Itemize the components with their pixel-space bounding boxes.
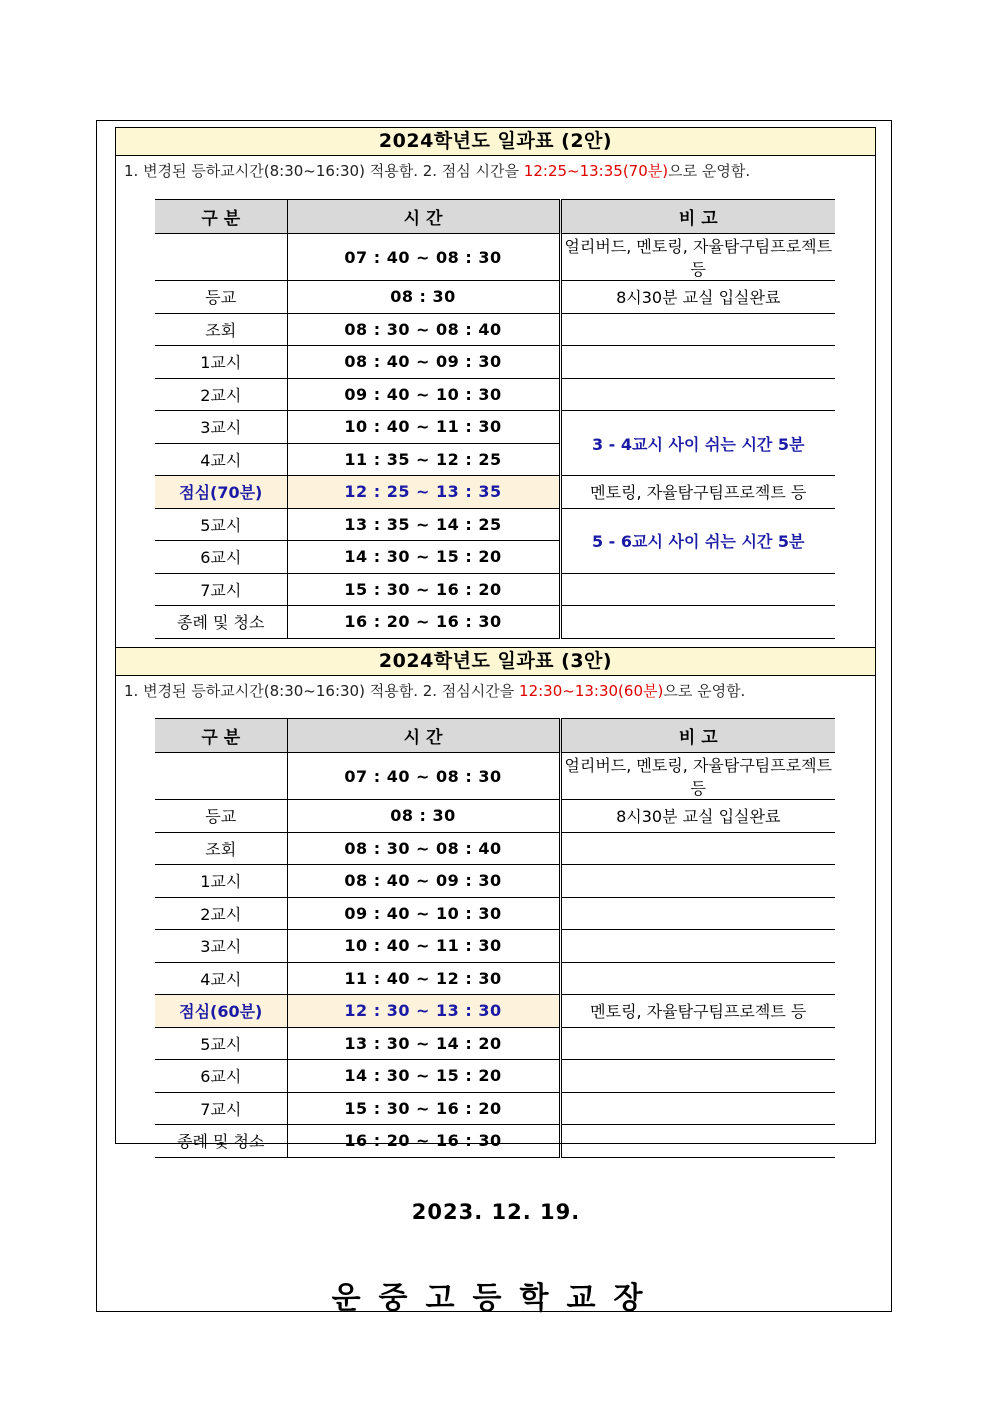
row-time: 10 : 40 ~ 11 : 30 <box>287 930 560 963</box>
row-category <box>155 234 287 281</box>
lunch-time-highlight: 12:30~13:30(60분) <box>519 682 664 700</box>
row-time: 12 : 25 ~ 13 : 35 <box>287 476 560 509</box>
row-category: 점심(70분) <box>155 476 287 509</box>
row-time: 07 : 40 ~ 08 : 30 <box>287 234 560 281</box>
table-header-row <box>155 719 835 753</box>
table-row <box>155 234 835 281</box>
header-time: 시 간 <box>287 200 560 234</box>
row-note-break: 5 - 6교시 사이 쉬는 시간 5분 <box>560 508 835 573</box>
row-category: 종례 및 청소 <box>155 1125 287 1158</box>
row-category: 7교시 <box>155 1092 287 1125</box>
row-category: 6교시 <box>155 1060 287 1093</box>
row-note: 멘토링, 자율탐구팀프로젝트 등 <box>560 476 835 509</box>
row-note: 얼리버드, 멘토링, 자율탐구팀프로젝트 등 <box>560 753 835 800</box>
row-note <box>560 832 835 865</box>
row-category: 조회 <box>155 313 287 346</box>
table-row <box>155 346 835 379</box>
table-row <box>155 930 835 963</box>
table-row <box>155 800 835 833</box>
row-time: 08 : 30 <box>287 281 560 314</box>
row-time: 08 : 40 ~ 09 : 30 <box>287 865 560 898</box>
school-principal-signature: 운중고등학교장 <box>331 1281 661 1316</box>
row-time: 08 : 30 ~ 08 : 40 <box>287 832 560 865</box>
table-row <box>155 1125 835 1158</box>
row-note <box>560 897 835 930</box>
row-category: 점심(60분) <box>155 995 287 1028</box>
row-category: 3교시 <box>155 411 287 444</box>
row-note <box>560 313 835 346</box>
row-category: 3교시 <box>155 930 287 963</box>
header-category: 구 분 <box>155 200 287 234</box>
row-category: 등교 <box>155 800 287 833</box>
header-note: 비 고 <box>560 200 835 234</box>
row-category: 조회 <box>155 832 287 865</box>
row-time: 09 : 40 ~ 10 : 30 <box>287 897 560 930</box>
row-category: 2교시 <box>155 378 287 411</box>
table-row <box>155 606 835 639</box>
note-text-end: 으로 운영함. <box>668 162 751 180</box>
row-note <box>560 346 835 379</box>
schedule-section-plan2 <box>115 127 876 648</box>
row-note <box>560 962 835 995</box>
table-row-lunch <box>155 995 835 1028</box>
row-note <box>560 1027 835 1060</box>
row-note: 8시30분 교실 입실완료 <box>560 281 835 314</box>
section-note <box>116 156 875 186</box>
row-note <box>560 1092 835 1125</box>
header-category: 구 분 <box>155 719 287 753</box>
row-note: 얼리버드, 멘토링, 자율탐구팀프로젝트 등 <box>560 234 835 281</box>
section-note <box>116 676 875 706</box>
schedule-section-plan3 <box>115 647 876 1152</box>
table-row <box>155 378 835 411</box>
row-note: 8시30분 교실 입실완료 <box>560 800 835 833</box>
table-row <box>155 897 835 930</box>
row-note-break: 3 - 4교시 사이 쉬는 시간 5분 <box>560 411 835 476</box>
row-category <box>155 753 287 800</box>
table-row <box>155 281 835 314</box>
row-category: 1교시 <box>155 346 287 379</box>
row-time: 12 : 30 ~ 13 : 30 <box>287 995 560 1028</box>
header-time: 시 간 <box>287 719 560 753</box>
row-category: 5교시 <box>155 508 287 541</box>
table-row <box>155 411 835 444</box>
row-time: 13 : 30 ~ 14 : 20 <box>287 1027 560 1060</box>
note-text: 1. 변경된 등하교시간(8:30~16:30) 적용함. 2. 점심 시간을 <box>124 162 524 180</box>
table-row <box>155 962 835 995</box>
row-time: 15 : 30 ~ 16 : 20 <box>287 1092 560 1125</box>
row-note <box>560 930 835 963</box>
row-category: 7교시 <box>155 573 287 606</box>
header-note: 비 고 <box>560 719 835 753</box>
row-time: 10 : 40 ~ 11 : 30 <box>287 411 560 444</box>
table-row <box>155 1092 835 1125</box>
document-date: 2023. 12. 19. <box>411 1200 581 1224</box>
row-note <box>560 865 835 898</box>
table-row <box>155 1060 835 1093</box>
row-time: 11 : 40 ~ 12 : 30 <box>287 962 560 995</box>
row-category: 4교시 <box>155 962 287 995</box>
row-category: 6교시 <box>155 541 287 574</box>
row-note <box>560 378 835 411</box>
row-time: 09 : 40 ~ 10 : 30 <box>287 378 560 411</box>
row-note <box>560 606 835 639</box>
table-row <box>155 832 835 865</box>
row-time: 16 : 20 ~ 16 : 30 <box>287 1125 560 1158</box>
row-time: 15 : 30 ~ 16 : 20 <box>287 573 560 606</box>
lunch-time-highlight: 12:25~13:35(70분) <box>523 162 669 180</box>
row-time: 14 : 30 ~ 15 : 20 <box>287 1060 560 1093</box>
row-category: 등교 <box>155 281 287 314</box>
schedule-table <box>155 718 835 1158</box>
row-note <box>560 1060 835 1093</box>
row-time: 11 : 35 ~ 12 : 25 <box>287 443 560 476</box>
note-text: 1. 변경된 등하교시간(8:30~16:30) 적용함. 2. 점심시간을 <box>124 682 520 700</box>
table-header-row <box>155 200 835 234</box>
section-title: 2024학년도 일과표 (2안) <box>116 128 875 156</box>
row-category: 1교시 <box>155 865 287 898</box>
row-time: 14 : 30 ~ 15 : 20 <box>287 541 560 574</box>
row-time: 08 : 30 <box>287 800 560 833</box>
row-time: 13 : 35 ~ 14 : 25 <box>287 508 560 541</box>
row-category: 2교시 <box>155 897 287 930</box>
table-row <box>155 753 835 800</box>
table-row <box>155 1027 835 1060</box>
row-note: 멘토링, 자율탐구팀프로젝트 등 <box>560 995 835 1028</box>
row-time: 16 : 20 ~ 16 : 30 <box>287 606 560 639</box>
table-row-lunch <box>155 476 835 509</box>
row-category: 5교시 <box>155 1027 287 1060</box>
table-row <box>155 865 835 898</box>
table-row <box>155 573 835 606</box>
row-time: 08 : 40 ~ 09 : 30 <box>287 346 560 379</box>
row-time: 07 : 40 ~ 08 : 30 <box>287 753 560 800</box>
table-row <box>155 508 835 541</box>
note-text-end: 으로 운영함. <box>663 682 746 700</box>
row-category: 4교시 <box>155 443 287 476</box>
row-category: 종례 및 청소 <box>155 606 287 639</box>
section-title: 2024학년도 일과표 (3안) <box>116 648 875 676</box>
row-note <box>560 1125 835 1158</box>
row-time: 08 : 30 ~ 08 : 40 <box>287 313 560 346</box>
schedule-table <box>155 199 835 639</box>
table-row <box>155 313 835 346</box>
row-note <box>560 573 835 606</box>
